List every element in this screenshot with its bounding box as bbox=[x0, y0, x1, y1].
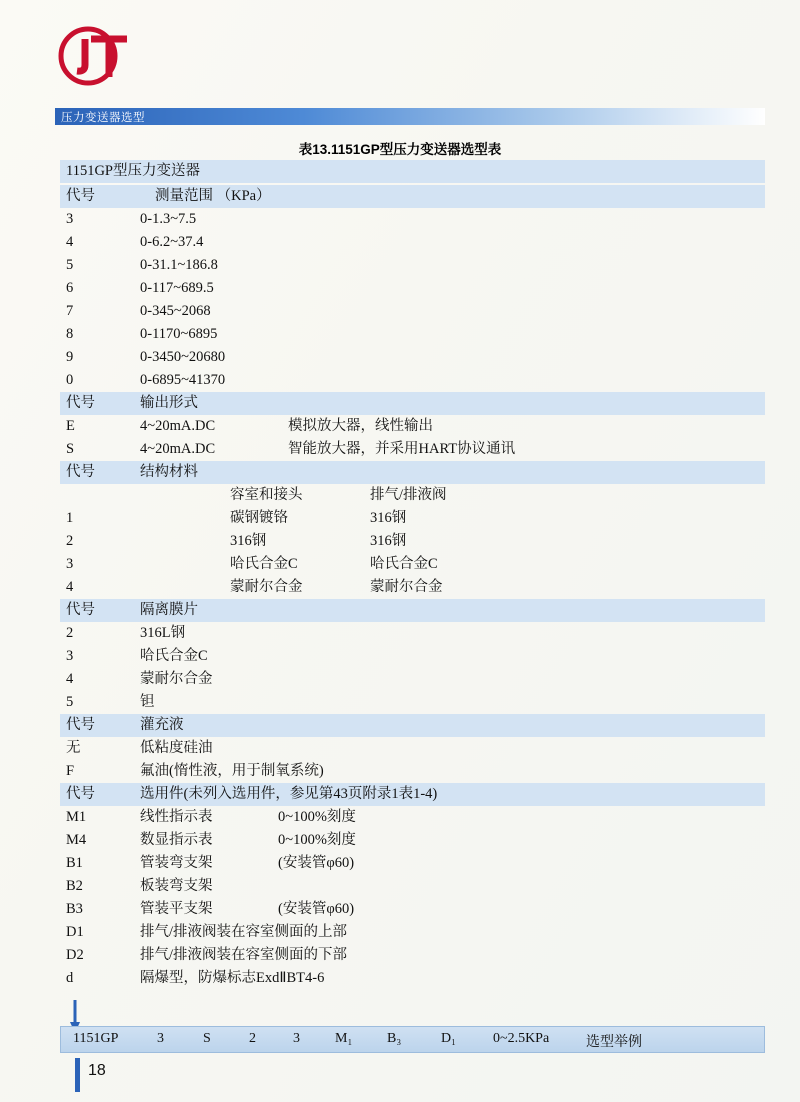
option-code: d bbox=[66, 970, 74, 986]
example-field-3: 2 bbox=[249, 1031, 256, 1046]
section-header-label: 压力变送器选型 bbox=[61, 112, 145, 124]
table-row bbox=[60, 438, 765, 461]
diaphragm-value: 316L钢 bbox=[140, 625, 186, 641]
diaphragm-value: 蒙耐尔合金 bbox=[140, 671, 213, 687]
jt-logo bbox=[55, 25, 147, 87]
option-name: 板装弯支架 bbox=[140, 878, 213, 894]
header-range: 测量范围 （KPa） bbox=[155, 188, 271, 204]
option-detail: 0~100%刻度 bbox=[278, 832, 356, 848]
selection-table bbox=[60, 160, 765, 990]
range-value: 0-31.1~186.8 bbox=[140, 257, 218, 273]
range-code: 6 bbox=[66, 280, 74, 296]
table-row bbox=[60, 553, 765, 576]
header-material-sub1: 容室和接头 bbox=[230, 487, 303, 503]
option-code: B1 bbox=[66, 855, 83, 871]
example-range: 0~2.5KPa bbox=[493, 1031, 550, 1046]
range-value: 0-6.2~37.4 bbox=[140, 234, 204, 250]
table-subtitle-row bbox=[60, 160, 765, 183]
option-name: 管装弯支架 bbox=[140, 855, 213, 871]
page-title: 表13.1151GP型压力变送器选型表 bbox=[298, 142, 502, 157]
header-fill-fluid: 灌充液 bbox=[140, 717, 184, 733]
output-desc: 智能放大器，并采用HART协议通讯 bbox=[288, 441, 516, 457]
material-code: 4 bbox=[66, 579, 74, 595]
example-field-2: S bbox=[203, 1031, 211, 1046]
material-valve: 哈氏合金C bbox=[370, 556, 438, 572]
material-valve: 316钢 bbox=[370, 533, 407, 549]
table-row bbox=[60, 323, 765, 346]
page-number: 18 bbox=[88, 1062, 106, 1079]
range-code: 5 bbox=[66, 257, 74, 273]
table-row bbox=[60, 415, 765, 438]
table-row bbox=[60, 254, 765, 277]
diaphragm-code: 3 bbox=[66, 648, 74, 664]
table-row bbox=[60, 921, 765, 944]
material-code: 3 bbox=[66, 556, 74, 572]
example-field-4: 3 bbox=[293, 1031, 300, 1046]
table-row bbox=[60, 760, 765, 783]
range-value: 0-6895~41370 bbox=[140, 372, 226, 388]
table-row bbox=[60, 737, 765, 760]
table-row bbox=[60, 691, 765, 714]
material-chamber: 碳钢镀铬 bbox=[230, 510, 288, 526]
range-code: 8 bbox=[66, 326, 74, 342]
option-name: 数显指示表 bbox=[140, 832, 213, 848]
option-detail: 0~100%刻度 bbox=[278, 809, 356, 825]
material-valve: 蒙耐尔合金 bbox=[370, 579, 443, 595]
page-number-accent bbox=[75, 1058, 80, 1092]
range-value: 0-1.3~7.5 bbox=[140, 211, 197, 227]
diaphragm-code: 4 bbox=[66, 671, 74, 687]
header-code: 代号 bbox=[66, 602, 95, 618]
header-code: 代号 bbox=[66, 395, 95, 411]
option-name: 隔爆型，防爆标志ExdⅡBT4-6 bbox=[140, 970, 325, 986]
table-row bbox=[60, 530, 765, 553]
table-row bbox=[60, 208, 765, 231]
example-model: 1151GP bbox=[73, 1031, 119, 1046]
table-subtitle: 1151GP型压力变送器 bbox=[66, 163, 200, 179]
range-code: 7 bbox=[66, 303, 74, 319]
header-code: 代号 bbox=[66, 786, 95, 802]
example-field-6: B₃ bbox=[387, 1031, 402, 1046]
range-code: 9 bbox=[66, 349, 74, 365]
material-subheader-row bbox=[60, 484, 765, 507]
range-value: 0-117~689.5 bbox=[140, 280, 214, 296]
option-name: 排气/排液阀装在容室侧面的下部 bbox=[140, 947, 348, 963]
diaphragm-value: 哈氏合金C bbox=[140, 648, 208, 664]
table-row bbox=[60, 875, 765, 898]
diaphragm-code: 5 bbox=[66, 694, 74, 710]
option-code: M1 bbox=[66, 809, 87, 825]
header-code: 代号 bbox=[66, 188, 95, 204]
header-options: 选用件(未列入选用件，参见第43页附录1表1-4) bbox=[140, 786, 438, 802]
table-row bbox=[60, 645, 765, 668]
range-header-row bbox=[60, 185, 765, 208]
table-row bbox=[60, 668, 765, 691]
option-code: M4 bbox=[66, 832, 87, 848]
output-desc: 模拟放大器，线性输出 bbox=[288, 418, 433, 434]
fill-fluid-value: 低粘度硅油 bbox=[140, 740, 213, 756]
table-row bbox=[60, 622, 765, 645]
option-name: 排气/排液阀装在容室侧面的上部 bbox=[140, 924, 348, 940]
table-row bbox=[60, 852, 765, 875]
output-code: S bbox=[66, 441, 75, 457]
option-code: B3 bbox=[66, 901, 83, 917]
fill-fluid-code: F bbox=[66, 763, 75, 779]
example-field-5: M₁ bbox=[335, 1031, 353, 1046]
fill-fluid-header-row bbox=[60, 714, 765, 737]
example-field-7: D₁ bbox=[441, 1031, 456, 1046]
option-detail: (安装管φ60) bbox=[278, 855, 355, 871]
option-name: 管装平支架 bbox=[140, 901, 213, 917]
table-row bbox=[60, 898, 765, 921]
range-code: 4 bbox=[66, 234, 74, 250]
table-row bbox=[60, 806, 765, 829]
table-row bbox=[60, 231, 765, 254]
option-code: B2 bbox=[66, 878, 83, 894]
range-value: 0-345~2068 bbox=[140, 303, 211, 319]
example-selection-bar bbox=[60, 1026, 765, 1053]
output-signal: 4~20mA.DC bbox=[140, 441, 216, 457]
option-name: 线性指示表 bbox=[140, 809, 213, 825]
table-row bbox=[60, 944, 765, 967]
table-row bbox=[60, 829, 765, 852]
header-code: 代号 bbox=[66, 464, 95, 480]
material-chamber: 316钢 bbox=[230, 533, 267, 549]
diaphragm-code: 2 bbox=[66, 625, 74, 641]
material-valve: 316钢 bbox=[370, 510, 407, 526]
range-code: 3 bbox=[66, 211, 74, 227]
options-header-row bbox=[60, 783, 765, 806]
option-code: D2 bbox=[66, 947, 84, 963]
example-note: 选型举例 bbox=[586, 1035, 642, 1050]
table-row bbox=[60, 346, 765, 369]
option-detail: (安装管φ60) bbox=[278, 901, 355, 917]
table-row bbox=[60, 576, 765, 599]
section-header-bar bbox=[55, 108, 765, 125]
material-chamber: 蒙耐尔合金 bbox=[230, 579, 303, 595]
diaphragm-value: 钽 bbox=[140, 694, 155, 710]
fill-fluid-value: 氟油(惰性液，用于制氧系统) bbox=[140, 763, 324, 779]
header-code: 代号 bbox=[66, 717, 95, 733]
table-row bbox=[60, 300, 765, 323]
material-code: 2 bbox=[66, 533, 74, 549]
example-field-1: 3 bbox=[157, 1031, 164, 1046]
table-row bbox=[60, 507, 765, 530]
output-signal: 4~20mA.DC bbox=[140, 418, 216, 434]
range-code: 0 bbox=[66, 372, 74, 388]
range-value: 0-1170~6895 bbox=[140, 326, 218, 342]
option-code: D1 bbox=[66, 924, 84, 940]
header-output: 输出形式 bbox=[140, 395, 198, 411]
material-chamber: 哈氏合金C bbox=[230, 556, 298, 572]
material-code: 1 bbox=[66, 510, 74, 526]
table-row bbox=[60, 277, 765, 300]
header-material: 结构材料 bbox=[140, 464, 198, 480]
diaphragm-header-row bbox=[60, 599, 765, 622]
material-header-row bbox=[60, 461, 765, 484]
range-value: 0-3450~20680 bbox=[140, 349, 226, 365]
table-row bbox=[60, 967, 765, 990]
output-code: E bbox=[66, 418, 75, 434]
fill-fluid-code: 无 bbox=[66, 740, 81, 756]
output-header-row bbox=[60, 392, 765, 415]
header-material-sub2: 排气/排液阀 bbox=[370, 487, 447, 503]
table-row bbox=[60, 369, 765, 392]
header-diaphragm: 隔离膜片 bbox=[140, 602, 198, 618]
